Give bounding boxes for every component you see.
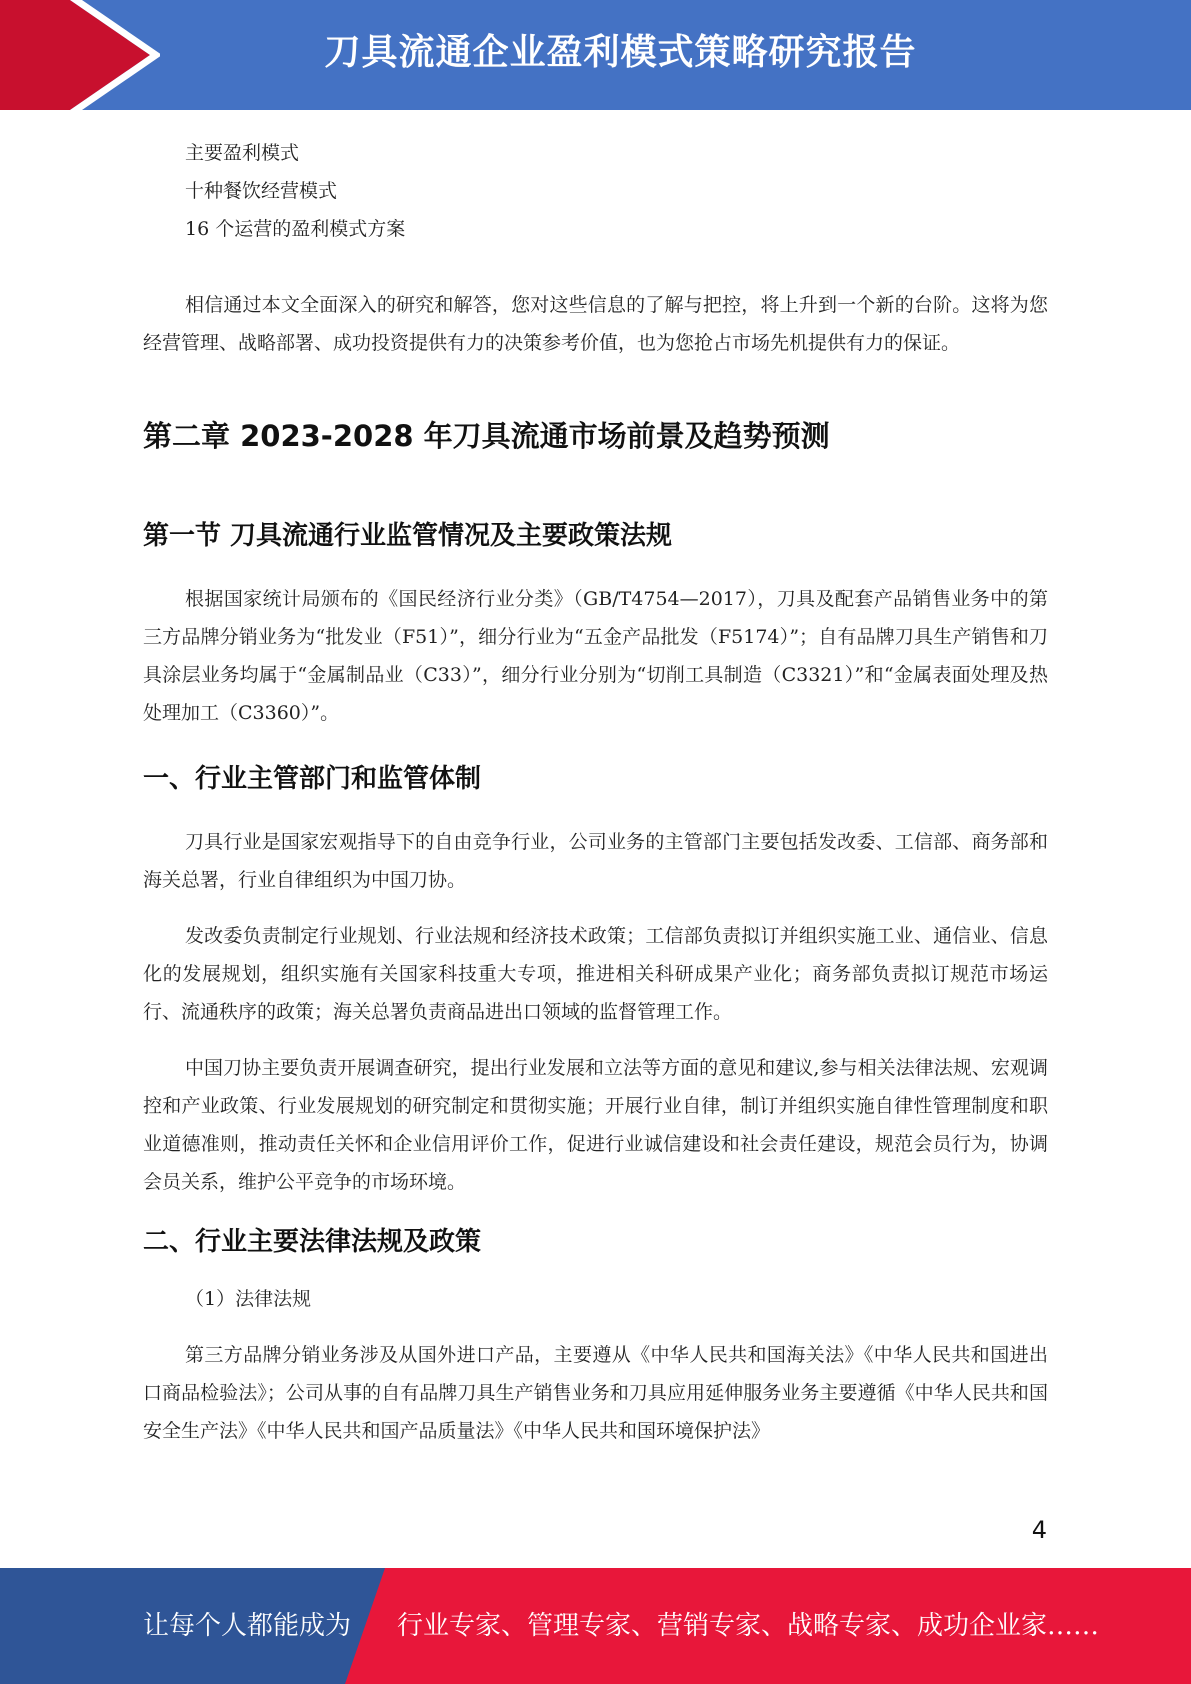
header-banner <box>0 0 1191 110</box>
intro-paragraph: 相信通过本文全面深入的研究和解答，您对这些信息的了解与把控，将上升到一个新的台阶。这将为您经营管理、战略部署、成功投资提供有力的决策参考价值，也为您抢占市场先机提供有力的保证。 <box>143 294 1048 354</box>
footer-slogan-left: 让每个人都能成为 <box>143 1611 352 1641</box>
subsection-paragraph: 刀具行业是国家宏观指导下的自由竞争行业，公司业务的主管部门主要包括发改委、工信部、商务部和海关总署，行业自律组织为中国刀协。 <box>143 831 1048 891</box>
subsection-title-regulation: 一、行业主管部门和监管体制 <box>143 764 482 794</box>
subsection-paragraph: 中国刀协主要负责开展调查研究，提出行业发展和立法等方面的意见和建议,参与相关法律法规、宏观调控和产业政策、行业发展规划的研究制定和贯彻实施；开展行业自律，制订并组织实施自律性管理制度和职业道德准则，推动责任关怀和企业信用评价工作，促进行业诚信建设和社会责任建设，规范会员行为，协调会员关系，维护公平竞争的市场环境。 <box>143 1057 1048 1193</box>
subsection-paragraph: 发改委负责制定行业规划、行业法规和经济技术政策；工信部负责拟订并组织实施工业、通信业、信息化的发展规划，组织实施有关国家科技重大专项，推进相关科研成果产业化；商务部负责拟订规范市场运行、流通秩序的政策；海关总署负责商品进出口领域的监督管理工作。 <box>143 925 1048 1023</box>
header-red-chevron <box>0 0 150 110</box>
laws-item-label: （1）法律法规 <box>185 1288 312 1310</box>
section-paragraph: 根据国家统计局颁布的《国民经济行业分类》（GB/T4754—2017），刀具及配套产品销售业务中的第三方品牌分销业务为“批发业（F51）”，细分行业为“五金产品批发（F5174）”；自有品牌刀具生产销售和刀具涂层业务均属于“金属制品业（C33）”，细分行业分别为“切削工具制造（C3321）”和“金属表面处理及热处理加工（C3360）”。 <box>143 588 1048 724</box>
footer-slogan-right: 行业专家、管理专家、营销专家、战略专家、成功企业家…… <box>397 1611 1100 1641</box>
report-title: 刀具流通企业盈利模式策略研究报告 <box>324 32 917 73</box>
intro-list-item: 十种餐饮经营模式 <box>185 180 338 202</box>
laws-paragraph: 第三方品牌分销业务涉及从国外进口产品，主要遵从《中华人民共和国海关法》《中华人民共和国进出口商品检验法》；公司从事的自有品牌刀具生产销售业务和刀具应用延伸服务业务主要遵循《中华人民共和国安全生产法》《中华人民共和国产品质量法》《中华人民共和国环境保护法》 <box>143 1344 1048 1442</box>
subsection-title-laws: 二、行业主要法律法规及政策 <box>143 1227 482 1257</box>
footer-banner <box>0 1568 1191 1684</box>
chapter-title: 第二章 2023-2028 年刀具流通市场前景及趋势预测 <box>143 419 830 453</box>
section-title: 第一节 刀具流通行业监管情况及主要政策法规 <box>143 521 673 551</box>
page-number: 4 <box>1031 1516 1047 1544</box>
document-body <box>143 134 1048 1450</box>
intro-list-item: 16 个运营的盈利模式方案 <box>185 218 406 240</box>
intro-list-item: 主要盈利模式 <box>185 142 300 164</box>
